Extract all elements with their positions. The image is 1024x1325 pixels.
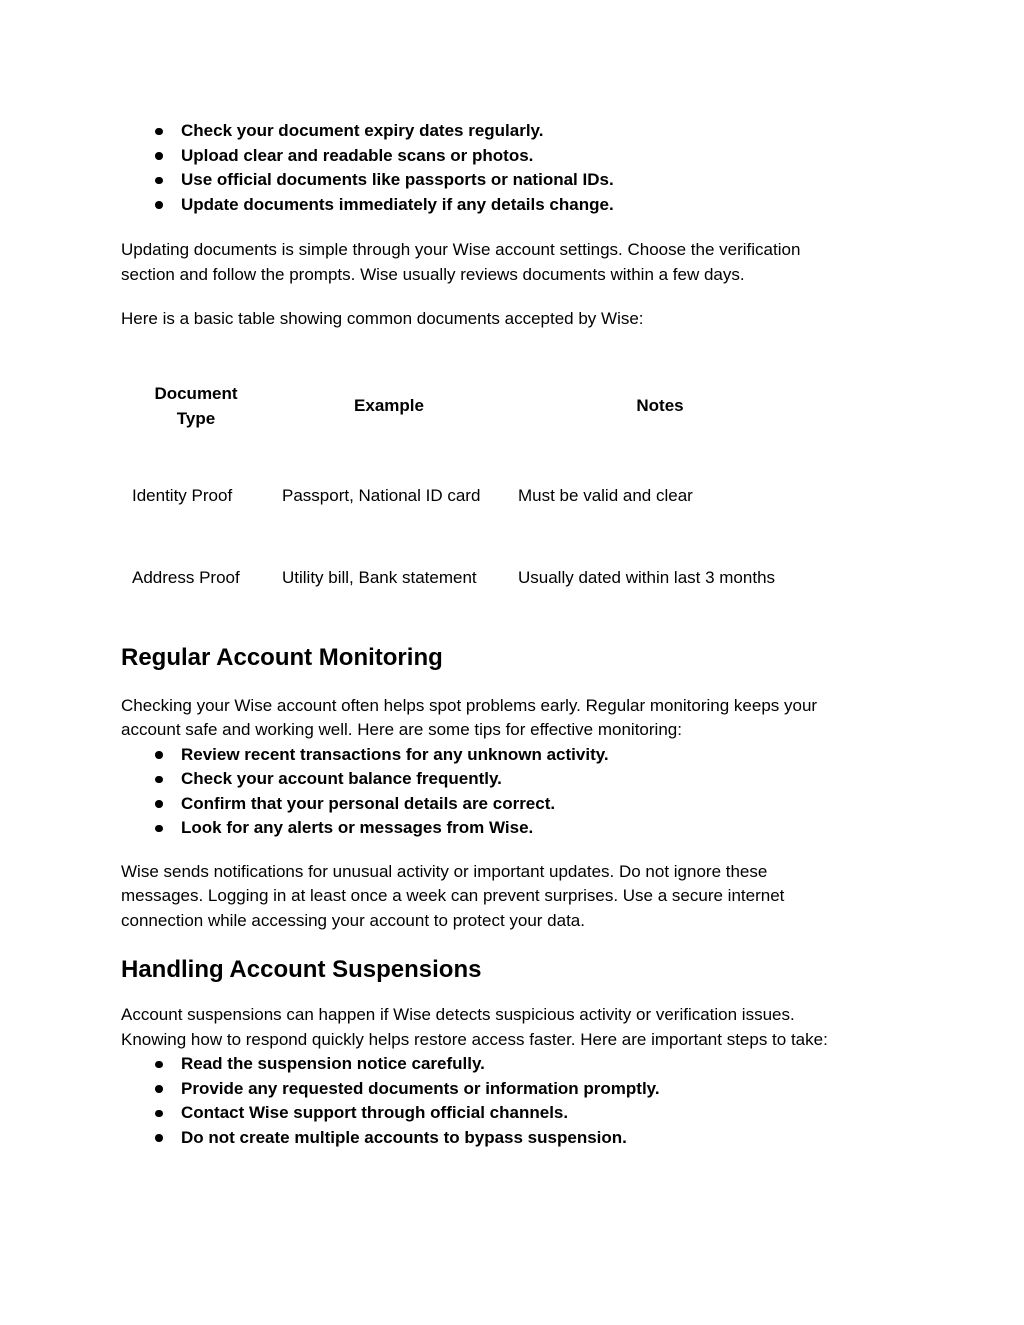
list-item bbox=[121, 1077, 903, 1102]
table-cell: Utility bill, Bank statement bbox=[282, 568, 477, 588]
document-tips-list bbox=[121, 119, 903, 217]
table-cell: Identity Proof bbox=[132, 486, 233, 506]
list-item-text: Confirm that your personal details are correct. bbox=[181, 793, 556, 813]
text-line: Wise sends notifications for unusual activity or important updates. Do not ignore these bbox=[121, 861, 768, 881]
bullet-icon bbox=[155, 751, 163, 759]
text-line: section and follow the prompts. Wise usually reviews documents within a few days. bbox=[121, 264, 745, 284]
list-item bbox=[121, 1101, 903, 1126]
list-item-text: Check your document expiry dates regularly. bbox=[181, 121, 544, 140]
table-row bbox=[121, 456, 813, 538]
text-line: account safe and working well. Here are some tips for effective monitoring: bbox=[121, 720, 682, 739]
table-header-document-type: Document Type bbox=[154, 384, 238, 428]
bullet-icon bbox=[155, 177, 163, 185]
table-cell: Passport, National ID card bbox=[282, 486, 481, 506]
list-item-text: Review recent transactions for any unknown activity. bbox=[181, 744, 609, 764]
table-cell: Usually dated within last 3 months bbox=[518, 568, 776, 588]
text-line: Here is a basic table showing common documents accepted by Wise: bbox=[121, 309, 644, 328]
bullet-icon bbox=[155, 128, 163, 136]
list-item-text: Use official documents like passports or national IDs. bbox=[181, 170, 614, 189]
text-line: Updating documents is simple through your Wise account settings. Choose the verification bbox=[121, 240, 801, 259]
list-item bbox=[121, 119, 903, 144]
accepted-documents-table bbox=[121, 358, 813, 620]
heading-regular-account-monitoring: Regular Account Monitoring bbox=[121, 643, 443, 671]
text-line: Checking your Wise account often helps spot problems early. Regular monitoring keeps your bbox=[121, 695, 818, 715]
list-item-text: Read the suspension notice carefully. bbox=[181, 1054, 485, 1073]
table-header-example: Example bbox=[354, 396, 424, 416]
list-item-text: Look for any alerts or messages from Wise. bbox=[181, 818, 534, 837]
bullet-icon bbox=[155, 1110, 163, 1118]
list-item bbox=[121, 816, 903, 841]
list-item bbox=[121, 767, 903, 792]
list-item bbox=[121, 144, 903, 169]
text-line: Knowing how to respond quickly helps restore access faster. Here are important steps to take: bbox=[121, 1029, 828, 1049]
list-item bbox=[121, 1126, 903, 1151]
text-line: messages. Logging in at least once a week can prevent surprises. Use a secure internet bbox=[121, 886, 785, 905]
table-cell: Must be valid and clear bbox=[518, 486, 693, 506]
list-item-text: Upload clear and readable scans or photos. bbox=[181, 145, 534, 165]
table-cell: Address Proof bbox=[132, 568, 240, 588]
suspension-steps-list bbox=[121, 1052, 903, 1150]
bullet-icon bbox=[155, 152, 163, 160]
paragraph-updating-documents bbox=[121, 238, 903, 287]
list-item bbox=[121, 168, 903, 193]
table-header-row bbox=[121, 358, 813, 456]
monitoring-tips-list bbox=[121, 743, 903, 841]
bullet-icon bbox=[155, 776, 163, 784]
list-item bbox=[121, 743, 903, 768]
list-item bbox=[121, 193, 903, 218]
table-row bbox=[121, 538, 813, 620]
table-header-notes: Notes bbox=[636, 396, 684, 416]
list-item-text: Do not create multiple accounts to bypass suspension. bbox=[181, 1127, 627, 1147]
paragraph-suspensions bbox=[121, 1003, 903, 1052]
bullet-icon bbox=[155, 1061, 163, 1069]
list-item-text: Provide any requested documents or information promptly. bbox=[181, 1078, 660, 1098]
bullet-icon bbox=[155, 201, 163, 209]
text-line: connection while accessing your account to protect your data. bbox=[121, 910, 585, 930]
list-item-text: Check your account balance frequently. bbox=[181, 769, 502, 788]
paragraph-table-intro bbox=[121, 307, 903, 332]
list-item-text: Update documents immediately if any details change. bbox=[181, 194, 614, 214]
list-item-text: Contact Wise support through official channels. bbox=[181, 1103, 569, 1122]
text-line: Account suspensions can happen if Wise detects suspicious activity or verification issues. bbox=[121, 1005, 795, 1024]
list-item bbox=[121, 792, 903, 817]
bullet-icon bbox=[155, 1085, 163, 1093]
paragraph-checking-account bbox=[121, 694, 903, 743]
paragraph-notifications bbox=[121, 860, 903, 934]
bullet-icon bbox=[155, 800, 163, 808]
bullet-icon bbox=[155, 825, 163, 833]
list-item bbox=[121, 1052, 903, 1077]
bullet-icon bbox=[155, 1134, 163, 1142]
heading-handling-account-suspensions: Handling Account Suspensions bbox=[121, 956, 482, 983]
